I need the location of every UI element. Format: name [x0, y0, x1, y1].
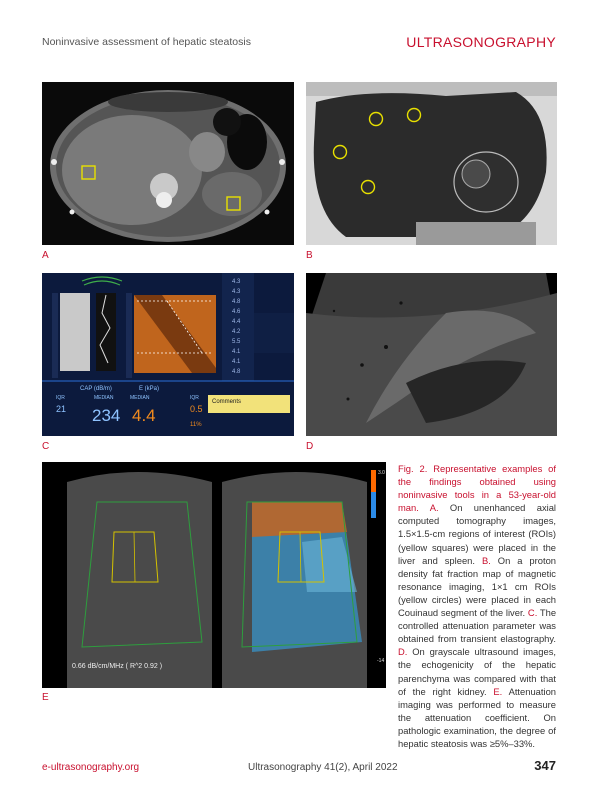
grayscale-us-panel [306, 273, 557, 436]
cap-median-label: MEDIAN [94, 395, 114, 401]
measurement-list-value: 4.8 [232, 299, 241, 305]
page-number: 347 [534, 758, 556, 773]
measurement-list-value: 4.2 [232, 329, 241, 335]
ct-scan-illustration [42, 82, 294, 245]
e-median-value: 4.4 [132, 406, 156, 425]
measurement-list-value: 5.5 [232, 339, 241, 345]
footer-journal-issue: Ultrasonography 41(2), April 2022 [248, 762, 398, 773]
caption-e-label: E. [493, 685, 503, 697]
measurement-list-value: 4.3 [232, 289, 241, 295]
cap-iqr-label: IQR [56, 395, 65, 401]
caption-b-text: On a proton density fat fraction map of magnetic resonance imaging, 1×1 cm ROIs (yellow circles) were placed in each Couinaud segment of the liver. [398, 554, 557, 619]
e-iqr-value: 0.5 [190, 404, 203, 414]
running-title: Noninvasive assessment of hepatic steatosis [42, 36, 251, 48]
panel-label-d: D [306, 441, 314, 452]
e-iqr-med-value: 11% [190, 422, 202, 428]
e-iqr-label: IQR [190, 395, 199, 401]
measurement-list-value: 4.8 [232, 369, 241, 375]
ct-image-panel [42, 82, 294, 245]
caption-c-label: C. [527, 607, 538, 619]
panel-label-e: E [42, 692, 49, 703]
grayscale-us-illustration [306, 273, 557, 436]
mri-pdff-illustration [306, 82, 557, 245]
scale-top-label: 3.0 [378, 470, 385, 476]
elastography-screen [42, 273, 294, 436]
journal-name: ULTRASONOGRAPHY [406, 34, 556, 50]
caption-c-text: The controlled attenuation parameter was obtained from transient elastography. [398, 607, 557, 645]
elastography-device-panel [42, 273, 294, 436]
panel-label-b: B [306, 250, 313, 261]
caption-d-text: On grayscale ultrasound images, the echogenicity of the hepatic parenchyma was compared with that of the right kidney. [398, 646, 556, 697]
caption-b-label: B. [481, 554, 491, 566]
cap-iqr-value: 21 [56, 404, 67, 414]
measurement-list-value: 4.1 [232, 359, 241, 365]
footer-url[interactable]: e-ultrasonography.org [42, 762, 140, 773]
measurement-list-value: 4.6 [232, 309, 241, 315]
scale-bottom-label: -14 [377, 658, 385, 664]
attenuation-imaging-illustration [42, 462, 386, 688]
panel-label-c: C [42, 441, 50, 452]
measurement-list-value: 4.1 [232, 349, 241, 355]
panel-label-a: A [42, 250, 49, 261]
figure-caption [398, 462, 556, 750]
caption-a-text: On unenhanced axial computed tomography images, 1.5×1.5-cm regions of interest (ROIs) (yellow squares) were placed in the liver and spleen. [398, 502, 557, 566]
attenuation-imaging-panel [42, 462, 386, 688]
cap-median-value: 234 [92, 406, 121, 425]
comments-label: Comments [212, 399, 242, 405]
caption-a-label: A. [429, 502, 439, 514]
mri-image-panel [306, 82, 557, 245]
caption-fig-label: Fig. 2. [398, 463, 428, 474]
caption-fig-title: Representative examples of the findings obtained using noninvasive tools in a 53-year-old man. [398, 463, 556, 514]
cap-header: CAP (dB/m) [80, 386, 112, 392]
measurement-list-value: 4.3 [232, 279, 241, 285]
e-header: E (kPa) [139, 386, 160, 392]
caption-e-text: Attenuation imaging was performed to measure the attenuation coefficient. On pathologic examination, the degree of hepatic steatosis was ≥5%–33%. [398, 685, 556, 749]
e-median-label: MEDIAN [130, 395, 150, 401]
caption-d-label: D. [398, 646, 408, 658]
attenuation-measurement: 0.66 dB/cm/MHz ( R^2 0.92 ) [72, 663, 163, 670]
measurement-list-value: 4.4 [232, 319, 241, 325]
